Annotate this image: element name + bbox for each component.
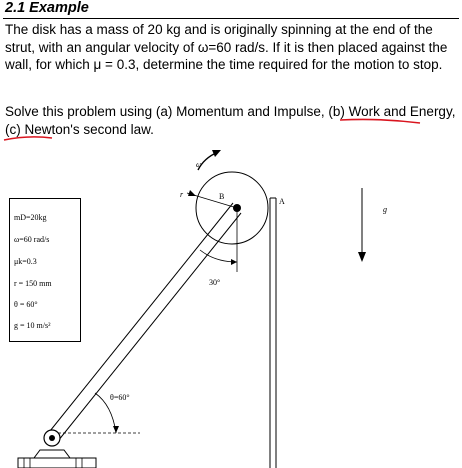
given-values-box [9,198,81,342]
problem-paragraph-1: The disk has a mass of 20 kg and is originally spinning at the end of the strut, with an angular velocity of ω=60 rad/s. If it is then placed against the wall, for which μ = 0.3, determine the time required for the motion to stop. [5,22,448,72]
given-radius: r = 150 mm [14,279,52,288]
base-support [34,450,70,458]
r-label: r [180,190,184,199]
underline-energy [4,137,52,140]
example-heading: 2.1 Example [5,0,89,16]
given-mass: mD=20kg [14,213,47,222]
given-omega: ω=60 rad/s [14,235,50,244]
given-gravity: g = 10 m/s² [14,321,51,330]
g-label: g [383,205,387,214]
given-theta: θ = 60° [14,300,38,309]
disk [196,172,268,244]
angle-60-label: θ=60° [110,393,130,402]
angle-30-label: 30° [209,278,221,287]
red-annotation [0,0,462,150]
omega-label: ω [196,160,202,169]
strut-edge-lower [58,213,241,441]
given-mu: μk=0.3 [14,257,37,266]
point-b-label: B [219,192,225,201]
problem-paragraph-2: Solve this problem using (a) Momentum and Impulse, (b) Work and Energy, (c) Newton's second law. [5,104,456,137]
point-a-label: A [279,197,285,206]
underline-work-and-energy [340,119,420,123]
